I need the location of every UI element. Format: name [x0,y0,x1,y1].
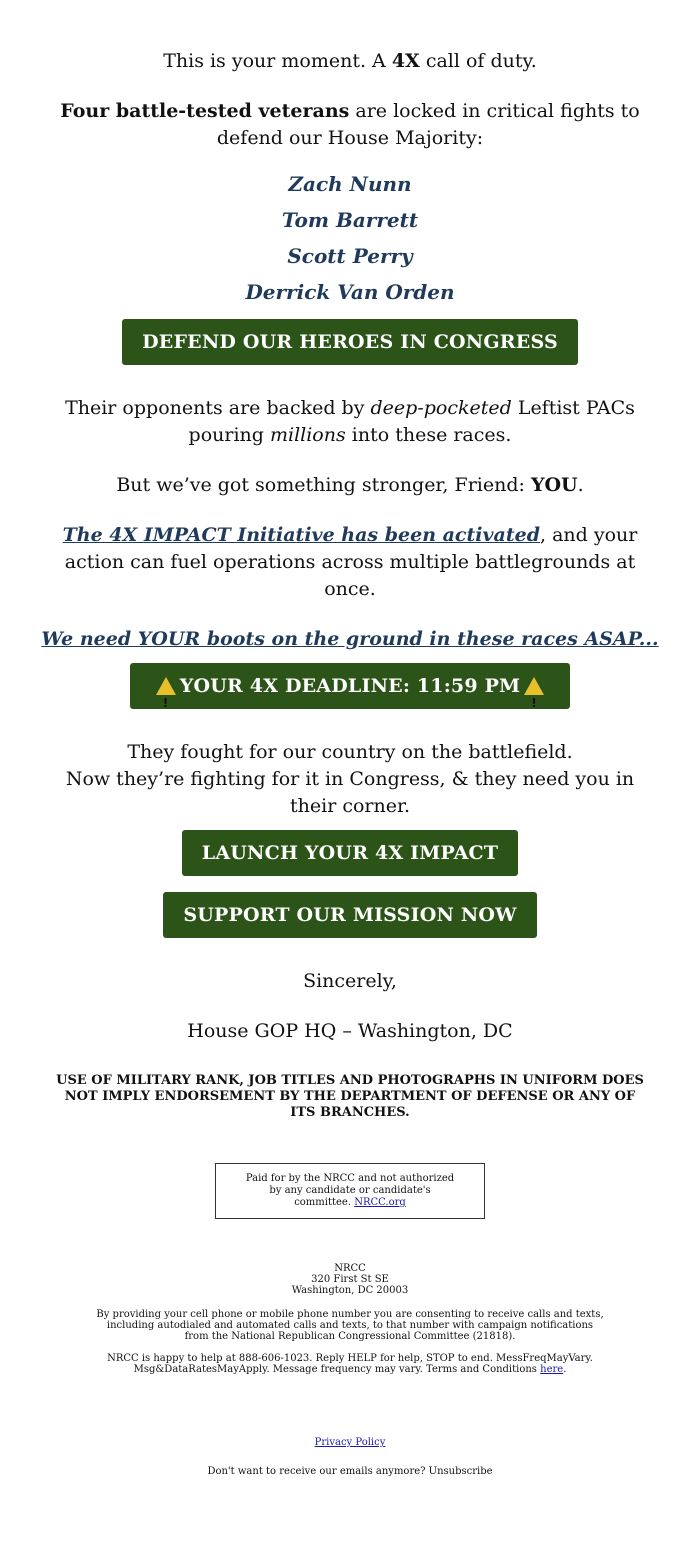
paid-for-box: Paid for by the NRCC and not authorized by any candidate or candidate's committee. NRCC.org [215,1163,485,1219]
military-disclaimer: USE OF MILITARY RANK, JOB TITLES AND PHOTOGRAPHS IN UNIFORM DOES NOT IMPLY ENDORSEMENT BY THE DEPARTMENT OF DEFENSE OR ANY OF ITS BRANCHES. [56,1073,644,1120]
candidate-name: Scott Perry [287,244,413,268]
footer-city: Washington, DC 20003 [291,1285,409,1296]
warning-icon [156,677,176,695]
intro-line: This is your moment. A 4X call of duty. [163,50,537,72]
candidate-list [40,166,660,310]
unsubscribe-text[interactable]: Don't want to receive our emails anymore? Unsubscribe [207,1466,493,1477]
4x-emphasis: 4X [391,50,420,72]
footer-org: NRCC [334,1263,366,1274]
nrcc-link[interactable]: NRCC.org [354,1197,406,1208]
opponents-paragraph: Their opponents are backed by deep-pocketed Leftist PACs pouring millions into these races. [65,397,635,446]
candidate-name: Derrick Van Orden [245,280,455,304]
boots-link[interactable]: We need YOUR boots on the ground in these races ASAP... [41,628,659,650]
support-mission-button[interactable]: SUPPORT OUR MISSION NOW [163,892,536,938]
sender-text: House GOP HQ – Washington, DC [187,1020,513,1042]
footer [95,1263,605,1477]
veterans-paragraph: Four battle-tested veterans are locked in critical fights to defend our House Majority: [60,100,640,149]
initiative-paragraph: The 4X IMPACT Initiative has been activated, and your action can fuel operations across multiple battlegrounds at once. [62,524,638,600]
initiative-link[interactable]: The 4X IMPACT Initiative has been activated [62,524,540,546]
terms-link[interactable]: here [540,1364,564,1375]
candidate-name: Tom Barrett [281,208,419,232]
friend-paragraph: But we’ve got something stronger, Friend: YOU. [116,474,584,496]
fought-paragraph: They fought for our country on the battlefield. Now they’re fighting for it in Congress, & they need you in their corner. [65,741,635,817]
launch-impact-button[interactable]: LAUNCH YOUR 4X IMPACT [182,830,518,876]
email-body [40,0,660,1073]
consent-text: By providing your cell phone or mobile phone number you are consenting to receive calls and texts, including autodialed and automated calls and texts, to that number with campaign notifications from the National Republican Congressional Committee (21818). [96,1309,604,1342]
privacy-policy-link[interactable]: Privacy Policy [314,1437,386,1448]
warning-icon [524,677,544,695]
deadline-button[interactable]: !YOUR 4X DEADLINE: 11:59 PM! [130,663,571,709]
defend-heroes-button[interactable]: DEFEND OUR HEROES IN CONGRESS [122,319,578,365]
help-text: NRCC is happy to help at 888-606-1023. Reply HELP for help, STOP to end. MessFreqMayVary. Msg&DataRatesMayApply. Message frequency may vary. Terms and Conditions here. [107,1353,593,1375]
candidate-name: Zach Nunn [288,172,412,196]
footer-street: 320 First St SE [311,1274,389,1285]
boots-paragraph [40,626,660,653]
sincerely-text: Sincerely, [303,970,397,992]
